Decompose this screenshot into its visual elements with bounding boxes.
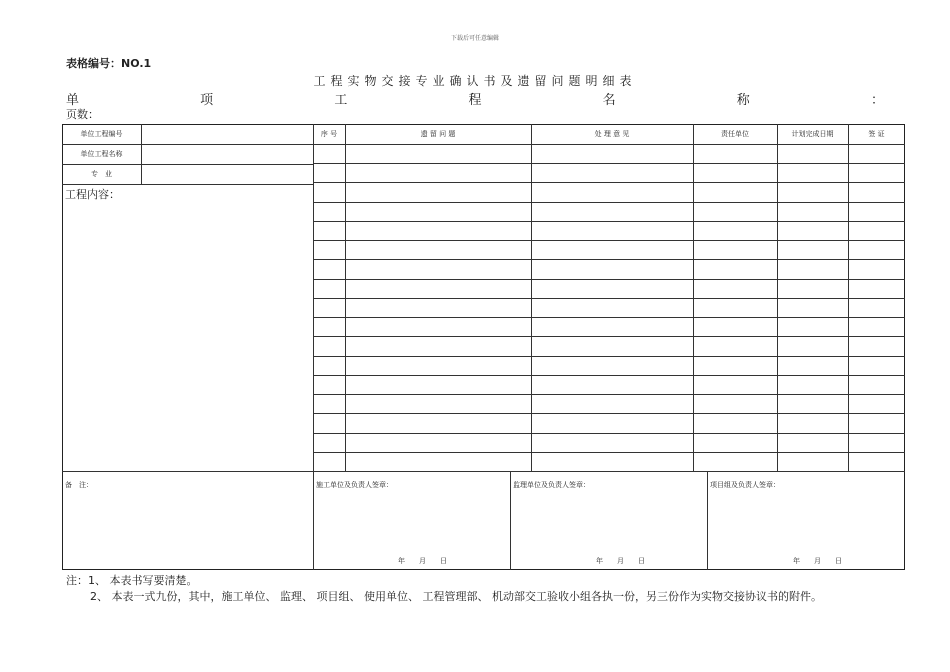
table-cell[interactable] (778, 453, 847, 470)
divider (62, 471, 905, 472)
table-cell[interactable] (346, 299, 530, 316)
name-char: 称 (736, 93, 750, 108)
project-name-label (66, 89, 884, 108)
table-cell[interactable] (532, 434, 692, 451)
divider (510, 471, 511, 570)
table-cell[interactable] (346, 203, 530, 220)
table-cell[interactable] (314, 357, 344, 374)
table-cell[interactable] (849, 241, 904, 258)
col-header-no: 序 号 (320, 130, 338, 138)
name-char: 项 (200, 93, 214, 108)
table-cell[interactable] (532, 453, 692, 470)
table-cell[interactable] (694, 453, 776, 470)
page-count-label: 页数： (66, 108, 99, 121)
table-cell[interactable] (532, 357, 692, 374)
table-cell[interactable] (849, 280, 904, 297)
table-cell[interactable] (849, 453, 904, 470)
table-cell[interactable] (694, 376, 776, 393)
col-header-signoff: 签 证 (868, 130, 885, 138)
table-cell[interactable] (346, 241, 530, 258)
table-cell[interactable] (314, 164, 344, 181)
table-cell[interactable] (314, 337, 344, 354)
table-cell[interactable] (346, 357, 530, 374)
table-cell[interactable] (694, 203, 776, 220)
table-cell[interactable] (346, 260, 530, 277)
table-cell[interactable] (778, 337, 847, 354)
unit-project-code-label: 单位工程编号 (80, 130, 123, 138)
table-cell[interactable] (346, 280, 530, 297)
table-cell[interactable] (694, 357, 776, 374)
table-cell[interactable] (314, 434, 344, 451)
table-cell[interactable] (314, 395, 344, 412)
table-cell[interactable] (778, 164, 847, 181)
table-cell[interactable] (694, 318, 776, 335)
project-team-signature-date: 年 月 日 (793, 557, 842, 565)
col-header-planned-date: 计划完成日期 (791, 130, 834, 138)
table-cell[interactable] (532, 145, 692, 162)
table-cell[interactable] (778, 299, 847, 316)
table-cell[interactable] (314, 241, 344, 258)
table-cell[interactable] (778, 260, 847, 277)
note-line-1: 注：1、 本表书写要清楚。 (66, 574, 198, 587)
table-cell[interactable] (849, 183, 904, 200)
table-cell[interactable] (849, 376, 904, 393)
table-cell[interactable] (346, 434, 530, 451)
table-cell[interactable] (849, 318, 904, 335)
unit-project-code-field[interactable] (142, 125, 312, 144)
table-cell[interactable] (778, 414, 847, 431)
name-char: 名 (602, 93, 616, 108)
table-cell[interactable] (849, 414, 904, 431)
table-cell[interactable] (694, 299, 776, 316)
note-line-2: 2、 本表一式九份，其中，施工单位、 监理、 项目组、 使用单位、 工程管理部、 机动部交工验收小组各执一份，另三份作为实物交接协议书的附件。 (90, 590, 822, 603)
table-cell[interactable] (694, 395, 776, 412)
table-cell[interactable] (849, 337, 904, 354)
table-cell[interactable] (346, 222, 530, 239)
divider (707, 471, 708, 570)
table-cell[interactable] (532, 183, 692, 200)
unit-project-name-field[interactable] (142, 145, 312, 164)
table-cell[interactable] (778, 222, 847, 239)
table-cell[interactable] (694, 222, 776, 239)
specialty-field[interactable] (142, 165, 312, 184)
table-cell[interactable] (314, 453, 344, 470)
table-cell[interactable] (532, 260, 692, 277)
table-cell[interactable] (346, 318, 530, 335)
table-cell[interactable] (346, 395, 530, 412)
supervisor-signature-label: 监理单位及负责人签章： (513, 481, 590, 489)
table-cell[interactable] (532, 395, 692, 412)
remarks-area[interactable] (63, 492, 312, 568)
table-cell[interactable] (778, 145, 847, 162)
table-cell[interactable] (314, 318, 344, 335)
contractor-signature-label: 施工单位及负责人签章： (316, 481, 393, 489)
table-cell[interactable] (694, 241, 776, 258)
table-cell[interactable] (346, 183, 530, 200)
form-title: 工程实物交接专业确认书及遗留问题明细表 (313, 74, 637, 88)
form-number: 表格编号：NO.1 (66, 57, 152, 70)
remarks-label: 备 注： (65, 481, 93, 489)
table-cell[interactable] (532, 376, 692, 393)
table-cell[interactable] (778, 241, 847, 258)
table-cell[interactable] (694, 280, 776, 297)
table-cell[interactable] (778, 376, 847, 393)
table-cell[interactable] (314, 260, 344, 277)
table-cell[interactable] (314, 376, 344, 393)
table-cell[interactable] (314, 299, 344, 316)
watermark-text: 下载后可任意编辑 (450, 35, 499, 42)
table-cell[interactable] (532, 318, 692, 335)
name-char: 程 (468, 93, 482, 108)
table-cell[interactable] (849, 145, 904, 162)
unit-project-name-label: 单位工程名称 (80, 150, 123, 158)
table-cell[interactable] (694, 164, 776, 181)
table-cell[interactable] (314, 145, 344, 162)
name-char: ： (870, 93, 884, 108)
table-cell[interactable] (314, 203, 344, 220)
col-header-responsible: 责任单位 (721, 130, 749, 138)
table-cell[interactable] (849, 434, 904, 451)
table-cell[interactable] (694, 145, 776, 162)
project-content-area[interactable] (63, 200, 312, 470)
table-cell[interactable] (778, 318, 847, 335)
table-cell[interactable] (532, 337, 692, 354)
table-cell[interactable] (694, 183, 776, 200)
table-cell[interactable] (532, 222, 692, 239)
table-cell[interactable] (532, 164, 692, 181)
table-cell[interactable] (694, 337, 776, 354)
table-cell[interactable] (694, 260, 776, 277)
table-cell[interactable] (314, 183, 344, 200)
contractor-signature-date: 年 月 日 (398, 557, 447, 565)
table-cell[interactable] (346, 414, 530, 431)
table-cell[interactable] (346, 164, 530, 181)
table-cell[interactable] (778, 395, 847, 412)
table-cell[interactable] (778, 357, 847, 374)
table-cell[interactable] (849, 357, 904, 374)
project-content-label: 工程内容： (65, 188, 120, 201)
table-cell[interactable] (314, 280, 344, 297)
table-cell[interactable] (849, 203, 904, 220)
table-cell[interactable] (778, 183, 847, 200)
table-cell[interactable] (314, 414, 344, 431)
table-cell[interactable] (532, 299, 692, 316)
table-cell[interactable] (849, 299, 904, 316)
table-cell[interactable] (849, 164, 904, 181)
table-cell[interactable] (532, 280, 692, 297)
table-cell[interactable] (346, 376, 530, 393)
table-cell[interactable] (778, 280, 847, 297)
table-cell[interactable] (346, 145, 530, 162)
table-cell[interactable] (532, 203, 692, 220)
name-char: 工 (334, 93, 348, 108)
table-cell[interactable] (314, 222, 344, 239)
table-cell[interactable] (346, 453, 530, 470)
table-cell[interactable] (532, 414, 692, 431)
supervisor-signature-date: 年 月 日 (596, 557, 645, 565)
table-cell[interactable] (849, 260, 904, 277)
name-char: 单 (66, 93, 80, 108)
table-cell[interactable] (346, 337, 530, 354)
table-cell[interactable] (694, 434, 776, 451)
divider (62, 184, 313, 185)
table-cell[interactable] (849, 395, 904, 412)
table-cell[interactable] (694, 414, 776, 431)
table-cell[interactable] (849, 222, 904, 239)
table-cell[interactable] (778, 203, 847, 220)
table-cell[interactable] (532, 241, 692, 258)
specialty-label: 专 业 (91, 170, 112, 178)
table-cell[interactable] (778, 434, 847, 451)
project-team-signature-label: 项目组及负责人签章： (710, 481, 780, 489)
col-header-issue: 遗 留 问 题 (420, 130, 456, 138)
col-header-opinion: 处 理 意 见 (594, 130, 630, 138)
